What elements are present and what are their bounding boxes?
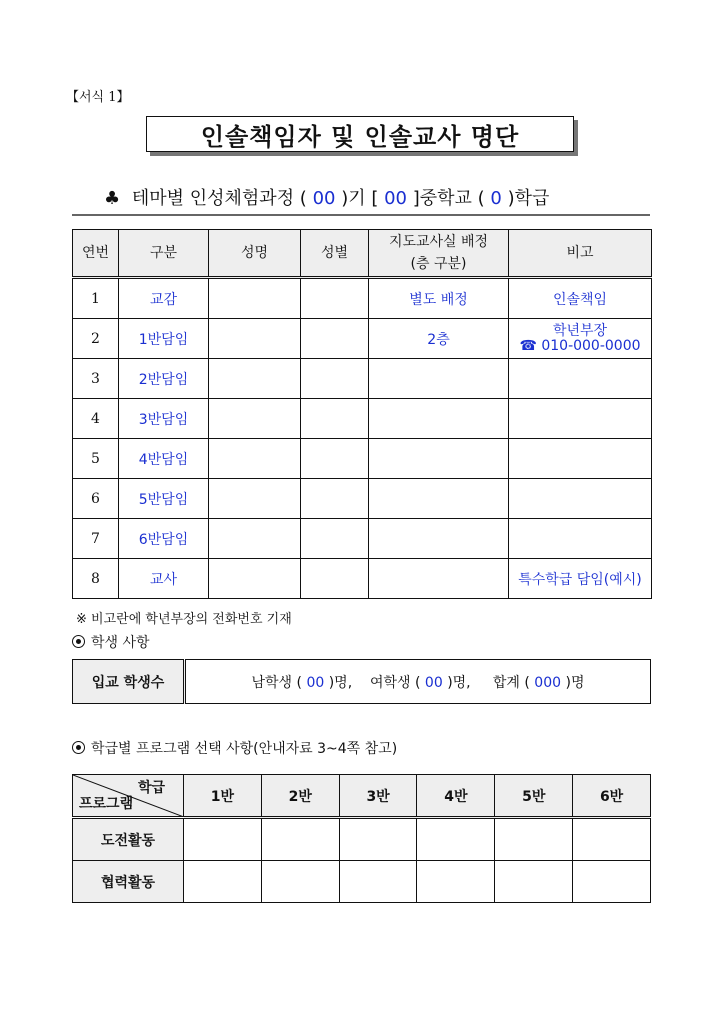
gender-cell[interactable]: [301, 479, 369, 519]
program-table: [72, 774, 651, 903]
header-name: 성명: [209, 230, 301, 278]
note-cell[interactable]: [509, 399, 652, 439]
header-room: [369, 230, 509, 278]
role-cell[interactable]: 3반담임: [119, 399, 209, 439]
note-cell[interactable]: [509, 359, 652, 399]
header-room-line1: 지도교사실 배정: [388, 234, 489, 250]
subtitle-text-4: )학급: [507, 188, 550, 209]
gender-cell[interactable]: [301, 278, 369, 319]
role-cell[interactable]: 2반담임: [119, 359, 209, 399]
student-heading-text: 학생 사항: [91, 635, 150, 651]
total-count[interactable]: 000: [534, 674, 562, 691]
role-cell[interactable]: 6반담임: [119, 519, 209, 559]
program-cell[interactable]: [339, 861, 417, 903]
cohort-value[interactable]: 00: [312, 188, 336, 209]
program-cell[interactable]: [573, 818, 651, 861]
program-cell[interactable]: [261, 818, 339, 861]
teacher-table: [72, 229, 652, 599]
corner-top-label: 학급: [137, 780, 165, 796]
gender-cell[interactable]: [301, 559, 369, 599]
class-header: 6반: [573, 775, 651, 818]
class-header: 3반: [339, 775, 417, 818]
note-cell[interactable]: 인솔책임: [509, 278, 652, 319]
page-title: 인솔책임자 및 인솔교사 명단: [146, 116, 574, 152]
role-cell[interactable]: 5반담임: [119, 479, 209, 519]
student-count-table: [72, 659, 651, 704]
table-row: [73, 319, 652, 359]
table-row: [73, 479, 652, 519]
row-number: 7: [73, 519, 119, 559]
program-cell[interactable]: [573, 861, 651, 903]
bullet-icon: [72, 741, 85, 754]
form-number: 【서식 1】: [66, 90, 130, 105]
corner-bottom-label: 프로그램: [79, 796, 134, 812]
row-number: 6: [73, 479, 119, 519]
student-count-label: 입교 학생수: [73, 660, 185, 704]
note-cell[interactable]: 특수학급 담임(예시): [509, 559, 652, 599]
program-row: [73, 861, 651, 903]
row-number: 3: [73, 359, 119, 399]
role-cell[interactable]: 교사: [119, 559, 209, 599]
corner-cell: [73, 775, 184, 818]
program-cell[interactable]: [261, 861, 339, 903]
program-section-heading: [72, 738, 397, 758]
male-label: 남학생 (: [251, 674, 302, 691]
gender-cell[interactable]: [301, 359, 369, 399]
room-cell[interactable]: 별도 배정: [369, 278, 509, 319]
note-cell[interactable]: [509, 479, 652, 519]
program-cell[interactable]: [184, 818, 262, 861]
gender-cell[interactable]: [301, 319, 369, 359]
row-number: 8: [73, 559, 119, 599]
program-label: 도전활동: [73, 818, 184, 861]
name-cell[interactable]: [209, 278, 301, 319]
program-cell[interactable]: [339, 818, 417, 861]
name-cell[interactable]: [209, 559, 301, 599]
program-row: [73, 818, 651, 861]
class-header: 2반: [261, 775, 339, 818]
program-cell[interactable]: [184, 861, 262, 903]
female-label: )명, 여학생 (: [328, 674, 421, 691]
room-cell[interactable]: [369, 519, 509, 559]
student-count-values: [185, 660, 651, 704]
teacher-table-header: [73, 230, 652, 278]
title-box: [146, 116, 574, 152]
room-cell[interactable]: [369, 559, 509, 599]
table-row: [73, 519, 652, 559]
role-cell[interactable]: 4반담임: [119, 439, 209, 479]
role-cell[interactable]: 1반담임: [119, 319, 209, 359]
count-end: )명: [565, 674, 585, 691]
program-cell[interactable]: [495, 818, 573, 861]
table-row: [73, 559, 652, 599]
gender-cell[interactable]: [301, 519, 369, 559]
room-cell[interactable]: [369, 399, 509, 439]
class-header: 1반: [184, 775, 262, 818]
row-number: 4: [73, 399, 119, 439]
program-label: 협력활동: [73, 861, 184, 903]
name-cell[interactable]: [209, 439, 301, 479]
grade-value[interactable]: 0: [490, 188, 502, 209]
bullet-icon: [72, 635, 85, 648]
room-cell[interactable]: [369, 479, 509, 519]
program-cell[interactable]: [417, 861, 495, 903]
table-row: [73, 439, 652, 479]
name-cell[interactable]: [209, 399, 301, 439]
name-cell[interactable]: [209, 519, 301, 559]
class-header: 4반: [417, 775, 495, 818]
subtitle-text-3: ]중학교 (: [412, 188, 485, 209]
total-label: )명, 합계 (: [447, 674, 530, 691]
header-gender: 성별: [301, 230, 369, 278]
male-count[interactable]: 00: [306, 674, 325, 691]
name-cell[interactable]: [209, 479, 301, 519]
course-subtitle: [104, 184, 549, 210]
note-cell[interactable]: [509, 519, 652, 559]
note-line1: 학년부장: [552, 322, 608, 339]
name-cell[interactable]: [209, 359, 301, 399]
phone-line: ☎ 010-000-0000: [519, 337, 641, 354]
row-number: 5: [73, 439, 119, 479]
header-no: 연번: [73, 230, 119, 278]
program-cell[interactable]: [417, 818, 495, 861]
room-cell[interactable]: [369, 359, 509, 399]
class-header: 5반: [495, 775, 573, 818]
header-note: 비고: [509, 230, 652, 278]
gender-cell[interactable]: [301, 439, 369, 479]
female-count[interactable]: 00: [424, 674, 443, 691]
note-cell[interactable]: [509, 319, 652, 359]
role-cell[interactable]: 교감: [119, 278, 209, 319]
club-icon: ♣: [104, 188, 121, 209]
row-number: 1: [73, 278, 119, 319]
table-row: [73, 399, 652, 439]
name-cell[interactable]: [209, 319, 301, 359]
student-section-heading: [72, 632, 150, 652]
gender-cell[interactable]: [301, 399, 369, 439]
table-row: [73, 359, 652, 399]
header-role: 구분: [119, 230, 209, 278]
school-value[interactable]: 00: [384, 188, 408, 209]
program-cell[interactable]: [495, 861, 573, 903]
phone-note: ※ 비고란에 학년부장의 전화번호 기재: [76, 612, 292, 627]
program-table-header: [73, 775, 651, 818]
header-room-line2: (층 구분): [410, 256, 467, 272]
row-number: 2: [73, 319, 119, 359]
subtitle-underline: [72, 214, 650, 216]
room-cell[interactable]: [369, 439, 509, 479]
program-heading-text: 학급별 프로그램 선택 사항(안내자료 3~4쪽 참고): [91, 741, 398, 757]
room-cell[interactable]: 2층: [369, 319, 509, 359]
table-row: [73, 278, 652, 319]
subtitle-text-1: 테마별 인성체험과정 (: [131, 188, 307, 209]
subtitle-text-2: )기 [: [341, 188, 379, 209]
note-cell[interactable]: [509, 439, 652, 479]
